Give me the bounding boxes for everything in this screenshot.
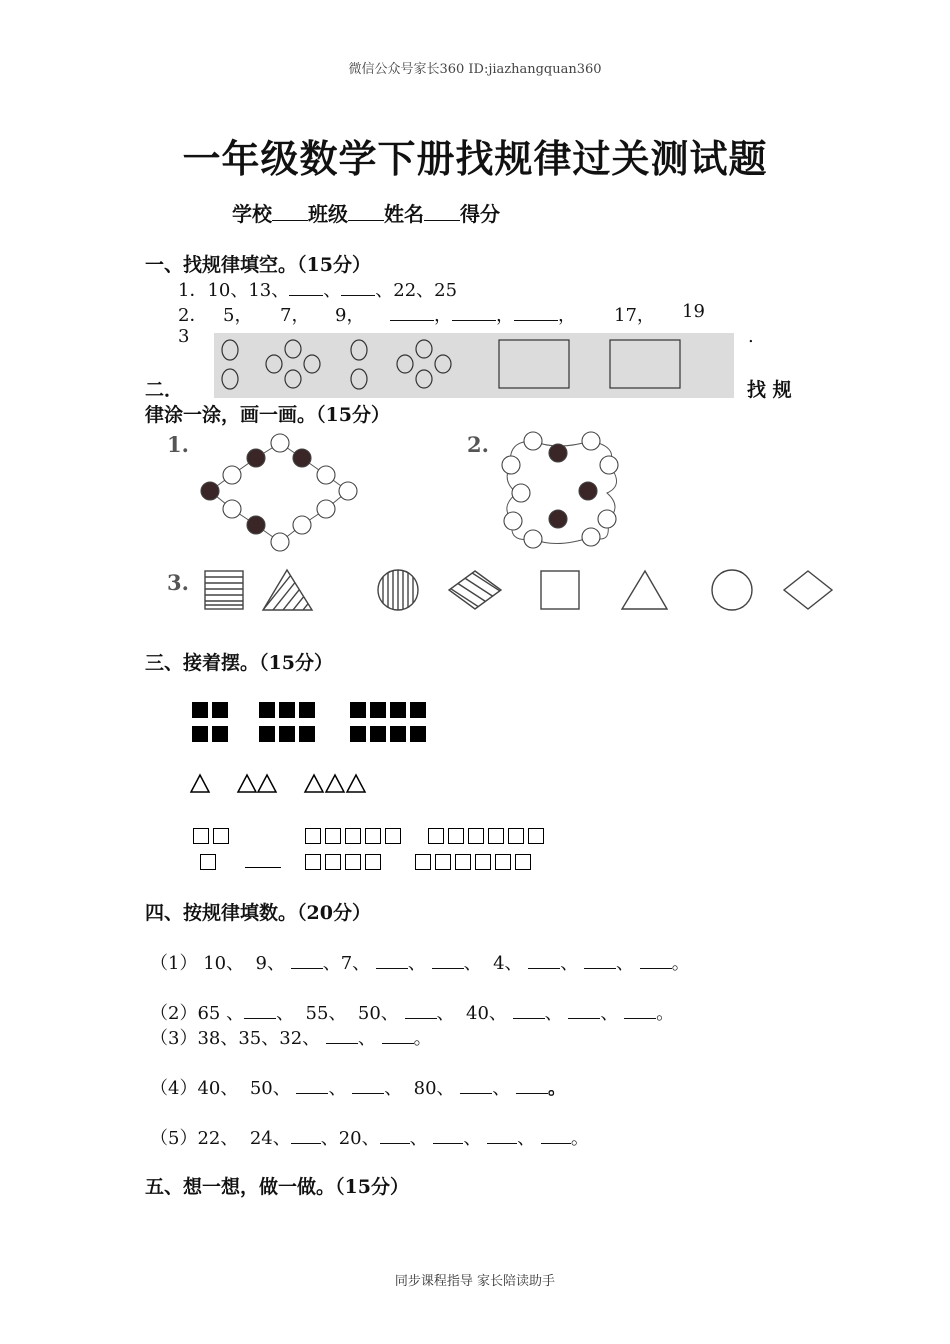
hollow-square	[345, 828, 361, 844]
s4-q1-blank1[interactable]	[291, 967, 323, 969]
black-square	[212, 702, 228, 718]
s4-q2-c: 55、	[305, 1003, 347, 1024]
bead-empty[interactable]	[600, 456, 618, 474]
s4-q3-a: 、	[357, 1028, 376, 1049]
hollow-square	[468, 828, 484, 844]
bead-empty[interactable]	[524, 530, 542, 548]
hollow-square	[435, 854, 451, 870]
s4-q2-blank4[interactable]	[568, 1017, 600, 1019]
s4-q2-blank5[interactable]	[624, 1017, 656, 1019]
s4-q4-b: 、	[328, 1078, 347, 1099]
score-label: 得分	[460, 202, 500, 226]
section3-heading: 三、接着摆。（15分）	[145, 652, 333, 674]
strip-oval	[351, 369, 367, 389]
s4-q4-a: 50、	[249, 1078, 291, 1099]
bead-empty[interactable]	[582, 528, 600, 546]
black-square-group-3	[350, 702, 430, 746]
s1-q2-comma2: ，	[496, 305, 514, 326]
bead-filled	[549, 444, 567, 462]
s2-label-1: 1.	[167, 432, 189, 457]
strip-answer-box	[610, 340, 680, 388]
s4-q2	[150, 999, 674, 1025]
bead-empty[interactable]	[502, 456, 520, 474]
black-square-group-2	[259, 702, 319, 746]
s1-q2-blank1[interactable]	[390, 319, 434, 321]
section4-heading: 四、按规律填数。（20分）	[145, 902, 371, 924]
striped-diamond	[445, 567, 503, 611]
s4-q4-blank4[interactable]	[516, 1092, 548, 1094]
empty-circle[interactable]	[712, 570, 752, 610]
s1-q2-comma1: ，	[434, 305, 452, 326]
s1-q2-blanks	[390, 301, 576, 327]
hollow-square	[528, 828, 544, 844]
s4-q1	[150, 949, 690, 975]
black-square-group-1	[192, 702, 232, 746]
hollow-square	[415, 854, 431, 870]
s2-label-3: 3.	[167, 570, 189, 595]
hollow-square	[305, 854, 321, 870]
s4-q3	[150, 1024, 432, 1050]
s1-q2-num: 2．	[178, 305, 208, 326]
black-square	[299, 726, 315, 742]
s1-q1-sep: 、	[323, 280, 342, 301]
s4-q5-b: 、20、	[320, 1128, 380, 1149]
s4-q4	[150, 1074, 566, 1100]
s1-q3-num: 3	[178, 326, 190, 347]
empty-square[interactable]	[541, 571, 579, 609]
bead-empty[interactable]	[317, 466, 335, 484]
black-square	[350, 726, 366, 742]
black-square	[299, 702, 315, 718]
section2-heading-right: 找 规	[747, 379, 792, 401]
hollow-square-row2-group1	[200, 851, 220, 870]
strip-oval	[285, 340, 301, 358]
s1-q2-blank2[interactable]	[452, 319, 496, 321]
outline-triangle	[326, 775, 344, 792]
s1-q2-blank3[interactable]	[514, 319, 558, 321]
bead-empty[interactable]	[293, 516, 311, 534]
hollow-square	[213, 828, 229, 844]
bead-filled	[549, 510, 567, 528]
s4-q5-d: 、	[463, 1128, 482, 1149]
bead-empty[interactable]	[223, 466, 241, 484]
s3-answer-blank[interactable]	[245, 849, 281, 868]
s4-q1-b: 9、	[255, 953, 285, 974]
section2-heading-cont: 律涂一涂，画一画。（15分）	[145, 404, 390, 426]
s4-q1-h: 、	[616, 953, 635, 974]
triangle-pattern	[190, 773, 390, 795]
strip-oval	[416, 340, 432, 358]
section1-heading: 一、找规律填空。（15分）	[145, 254, 371, 276]
hollow-square-row1-group3	[428, 825, 548, 844]
s4-q5-blank1[interactable]	[291, 1142, 321, 1144]
s1-q2-c: 9，	[335, 305, 365, 326]
s1-q2-comma3: ，	[558, 305, 576, 326]
s4-q2-h: 、	[600, 1003, 619, 1024]
s4-q2-d: 50、	[357, 1003, 399, 1024]
bead-empty[interactable]	[339, 482, 357, 500]
hollow-square-row2-group2	[305, 851, 385, 870]
s4-q1-blank6[interactable]	[640, 967, 672, 969]
s4-q4-d: 80、	[413, 1078, 455, 1099]
pattern-strip-shapes	[214, 333, 734, 398]
s4-q2-end: 。	[656, 1003, 675, 1024]
bead-empty[interactable]	[512, 484, 530, 502]
s4-q2-g: 、	[544, 1003, 563, 1024]
s1-q2-b: 7，	[280, 305, 310, 326]
info-line	[232, 198, 500, 227]
bead-empty[interactable]	[223, 500, 241, 518]
s4-q2-blank3[interactable]	[513, 1017, 545, 1019]
s4-q2-b: 、	[276, 1003, 295, 1024]
s4-q4-blank3[interactable]	[460, 1092, 492, 1094]
black-square	[212, 726, 228, 742]
s4-q2-blank1[interactable]	[244, 1017, 276, 1019]
name-label: 姓名	[384, 202, 424, 226]
bead-empty[interactable]	[271, 533, 289, 551]
class-blank[interactable]	[348, 219, 384, 221]
bead-ring-1	[190, 425, 370, 560]
s4-q1-e: 、	[463, 953, 482, 974]
hollow-square	[365, 828, 381, 844]
hollow-square	[385, 828, 401, 844]
black-square	[279, 726, 295, 742]
hollow-square	[508, 828, 524, 844]
s4-q1-blank2[interactable]	[376, 967, 408, 969]
outline-triangle	[347, 775, 365, 792]
bead-filled	[293, 449, 311, 467]
bead-ring-2	[495, 425, 630, 555]
black-square	[259, 726, 275, 742]
s4-q1-blank5[interactable]	[584, 967, 616, 969]
s4-q2-a: 、	[226, 1003, 245, 1024]
bead-filled	[201, 482, 219, 500]
black-square	[350, 702, 366, 718]
s4-q4-num: （4）40、	[150, 1078, 239, 1099]
black-square	[279, 702, 295, 718]
black-square	[410, 702, 426, 718]
hollow-square	[325, 828, 341, 844]
outline-triangle	[238, 775, 256, 792]
hollow-square	[455, 854, 471, 870]
hollow-square	[305, 828, 321, 844]
hollow-square-row2-group3	[415, 851, 535, 870]
s1-q2-d: 17，	[614, 305, 655, 326]
black-square	[192, 702, 208, 718]
shape-pattern-row	[195, 565, 845, 620]
s4-q3-blank2[interactable]	[382, 1042, 414, 1044]
hollow-square	[515, 854, 531, 870]
s4-q1-c: 、7、	[322, 953, 371, 974]
s4-q4-blank1[interactable]	[296, 1092, 328, 1094]
strip-oval	[266, 355, 282, 373]
s4-q1-f: 4、	[493, 953, 523, 974]
hollow-square	[200, 854, 216, 870]
s4-q3-num: （3）38、35、32、	[150, 1028, 321, 1049]
section5-heading: 五、想一想，做一做。（15分）	[145, 1176, 409, 1198]
s4-q5-blank2[interactable]	[380, 1142, 410, 1144]
black-square	[192, 726, 208, 742]
school-blank[interactable]	[272, 219, 308, 221]
s1-q1-blank1[interactable]	[289, 294, 323, 296]
page-footer: 同步课程指导 家长陪读助手	[394, 1274, 556, 1289]
s2-label-2: 2.	[467, 432, 489, 457]
s4-q5-c: 、	[409, 1128, 428, 1149]
black-square	[410, 726, 426, 742]
s4-q4-c: 、	[384, 1078, 403, 1099]
bead-filled	[247, 516, 265, 534]
hollow-square	[448, 828, 464, 844]
strip-oval	[435, 355, 451, 373]
hollow-square	[365, 854, 381, 870]
s4-q1-blank4[interactable]	[528, 967, 560, 969]
strip-oval	[304, 355, 320, 373]
bead-empty[interactable]	[317, 500, 335, 518]
s4-q2-blank2[interactable]	[405, 1017, 437, 1019]
strip-oval	[397, 355, 413, 373]
bead-empty[interactable]	[598, 510, 616, 528]
hollow-square	[325, 854, 341, 870]
s1-q1-start: 1．10、13、	[178, 280, 290, 301]
striped-circle	[378, 565, 418, 615]
outline-triangle	[258, 775, 276, 792]
s4-q4-blank2[interactable]	[352, 1092, 384, 1094]
name-blank[interactable]	[424, 219, 460, 221]
black-square	[390, 726, 406, 742]
s4-q5-blank3[interactable]	[433, 1142, 463, 1144]
s4-q1-d: 、	[407, 953, 426, 974]
empty-diamond[interactable]	[784, 571, 832, 609]
s4-q2-e: 、	[436, 1003, 455, 1024]
strip-oval	[416, 370, 432, 388]
hollow-square	[345, 854, 361, 870]
bead-empty[interactable]	[504, 512, 522, 530]
page-header: 微信公众号家长360 ID:jiazhangquan360	[348, 62, 602, 77]
s1-q1	[178, 276, 457, 302]
black-square	[370, 702, 386, 718]
bead-empty[interactable]	[524, 432, 542, 450]
empty-triangle[interactable]	[622, 571, 667, 609]
s1-q2-a: 5，	[223, 305, 253, 326]
black-square	[370, 726, 386, 742]
s4-q5-end: 。	[570, 1128, 589, 1149]
s1-q1-end: 、22、25	[375, 280, 458, 301]
black-square	[390, 702, 406, 718]
hollow-square-row1-group2	[305, 825, 405, 844]
s4-q5-a: 24、	[249, 1128, 291, 1149]
hollow-square	[495, 854, 511, 870]
s1-q1-blank2[interactable]	[341, 294, 375, 296]
strip-oval	[222, 369, 238, 389]
s4-q5-num: （5）22、	[150, 1128, 239, 1149]
s4-q5-blank5[interactable]	[541, 1142, 571, 1144]
s4-q2-f: 40、	[466, 1003, 507, 1024]
bead-empty[interactable]	[582, 432, 600, 450]
outline-triangle	[305, 775, 323, 792]
school-label: 学校	[232, 202, 272, 226]
hollow-square	[475, 854, 491, 870]
s4-q2-num: （2）65	[150, 1003, 221, 1024]
s4-q3-blank1[interactable]	[326, 1042, 358, 1044]
black-square	[259, 702, 275, 718]
strip-oval	[351, 340, 367, 360]
section2-heading-start: 二．	[145, 379, 184, 401]
s4-q5-e: 、	[517, 1128, 536, 1149]
s4-q4-end: 。	[548, 1078, 567, 1099]
s4-q1-num: （1）	[150, 953, 198, 974]
s4-q5-blank4[interactable]	[487, 1142, 517, 1144]
strip-oval	[222, 340, 238, 360]
hollow-square	[488, 828, 504, 844]
bead-filled	[247, 449, 265, 467]
strip-answer-box	[499, 340, 569, 388]
s4-q5	[150, 1124, 589, 1150]
hollow-square-row1-group1	[193, 825, 233, 844]
page-title: 一年级数学下册找规律过关测试题	[182, 136, 768, 181]
s1-q3-end: .	[748, 326, 754, 347]
s4-q4-e: 、	[492, 1078, 511, 1099]
outline-triangle	[191, 775, 209, 792]
s4-q1-end: 。	[671, 953, 690, 974]
hollow-square	[193, 828, 209, 844]
s4-q1-blank3[interactable]	[432, 967, 464, 969]
striped-triangle	[255, 570, 335, 620]
s4-q3-end: 。	[413, 1028, 432, 1049]
hollow-square	[428, 828, 444, 844]
s1-q2-e: 19	[682, 301, 705, 322]
s4-q1-g: 、	[560, 953, 579, 974]
bead-empty[interactable]	[271, 434, 289, 452]
class-label: 班级	[308, 202, 348, 226]
strip-oval	[285, 370, 301, 388]
striped-square	[205, 571, 243, 609]
s4-q1-a: 10、	[203, 953, 245, 974]
bead-filled	[579, 482, 597, 500]
